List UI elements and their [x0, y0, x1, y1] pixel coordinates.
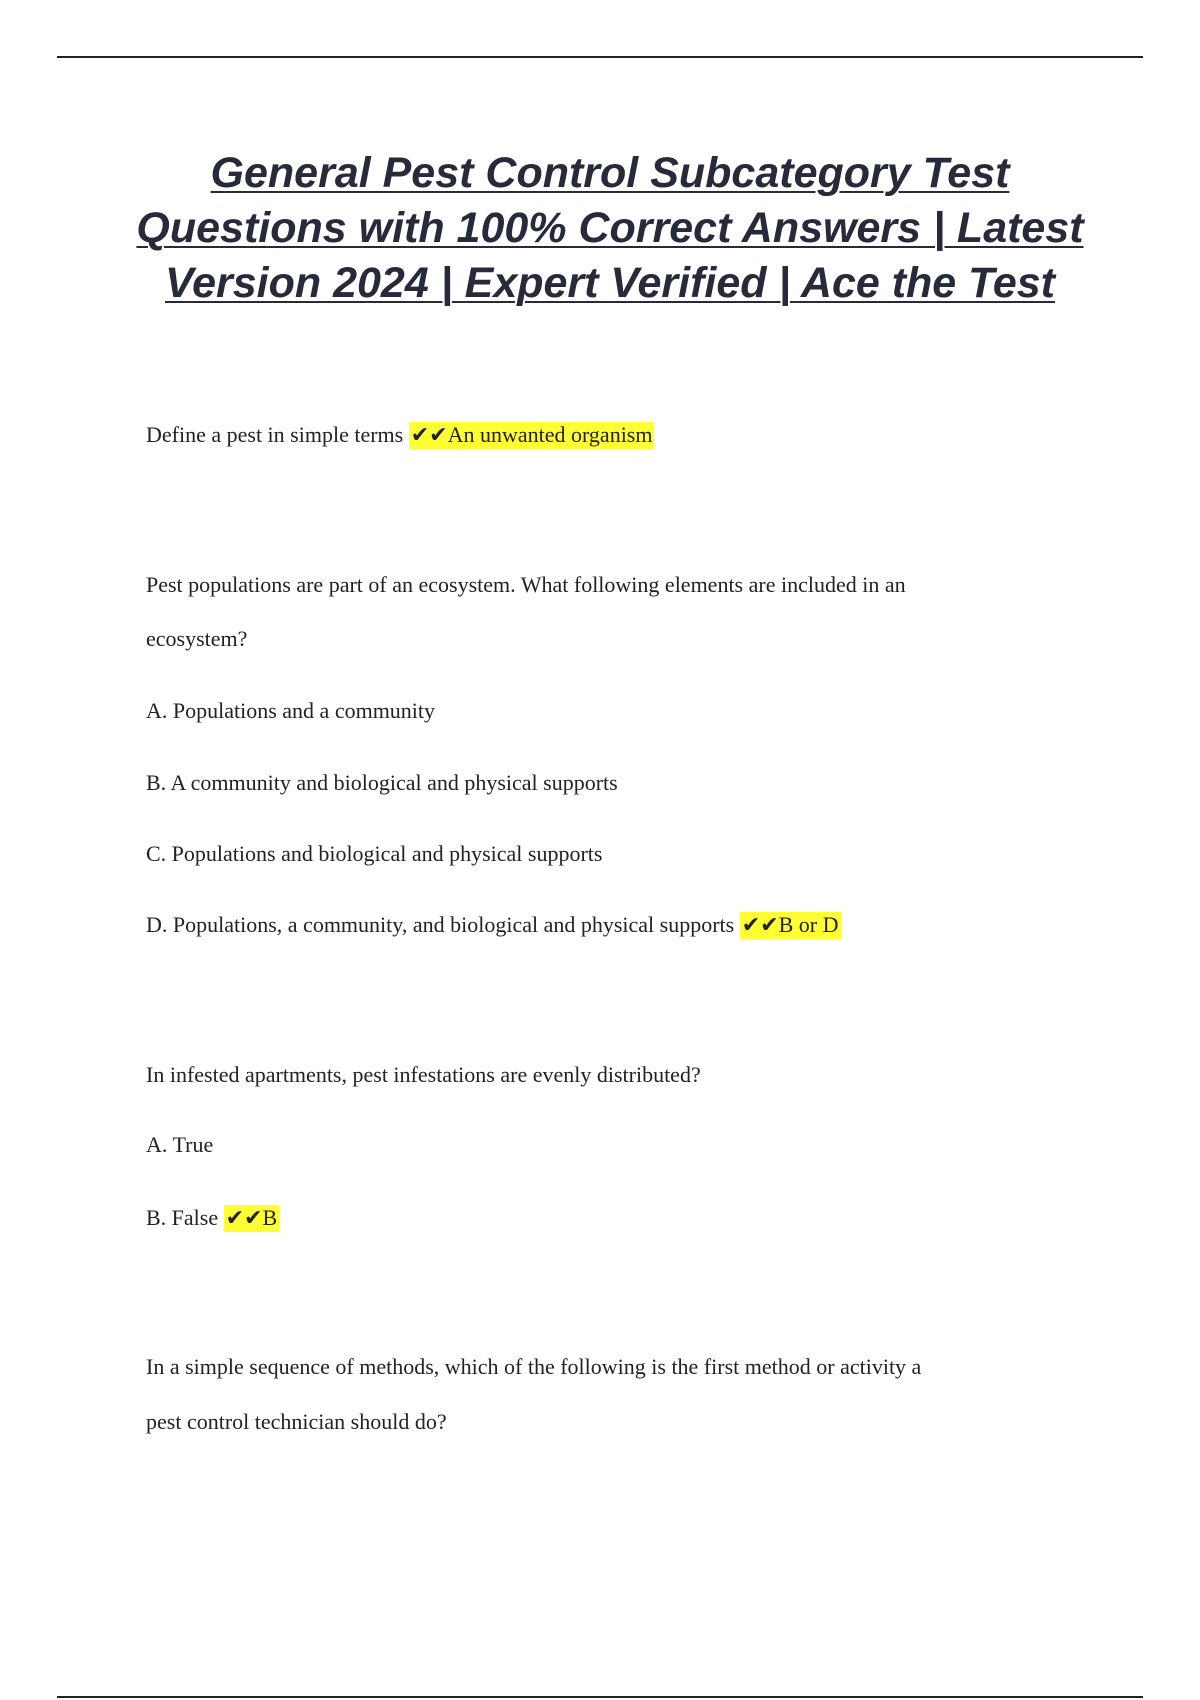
- document-title: General Pest Control Subcategory Test Questions with 100% Correct Answers | Latest Version 2024 | Expert Verified | Ace the Test: [136, 149, 1084, 307]
- question-3-option-a: A. True: [146, 1132, 214, 1157]
- top-rule: [57, 56, 1143, 58]
- question-2-option-a: A. Populations and a community: [146, 698, 436, 723]
- question-2-option-d: [146, 910, 841, 940]
- bottom-rule: [57, 1696, 1143, 1698]
- question-2-answer: ✔✔B or D: [741, 912, 839, 937]
- question-3-option-b-text: B. False: [146, 1205, 219, 1230]
- question-2-line-1: Pest populations are part of an ecosystem. What following elements are included in an: [146, 572, 906, 597]
- question-1-answer: ✔✔An unwanted organism: [410, 422, 653, 447]
- question-2-option-c: C. Populations and biological and physical supports: [146, 841, 603, 866]
- question-2-option-b: B. A community and biological and physical supports: [146, 770, 618, 795]
- question-2-option-d-text: D. Populations, a community, and biological and physical supports: [146, 912, 735, 937]
- question-3-answer: ✔✔B: [225, 1205, 278, 1230]
- question-1-text: Define a pest in simple terms: [146, 422, 404, 447]
- question-2-line-2: ecosystem?: [146, 626, 248, 651]
- question-4-line-1: In a simple sequence of methods, which of the following is the first method or activity a: [146, 1354, 922, 1379]
- question-3-text: In infested apartments, pest infestations are evenly distributed?: [146, 1062, 701, 1087]
- question-4-line-2: pest control technician should do?: [146, 1409, 447, 1434]
- question-3-option-b: [146, 1203, 279, 1233]
- question-1: [146, 420, 654, 450]
